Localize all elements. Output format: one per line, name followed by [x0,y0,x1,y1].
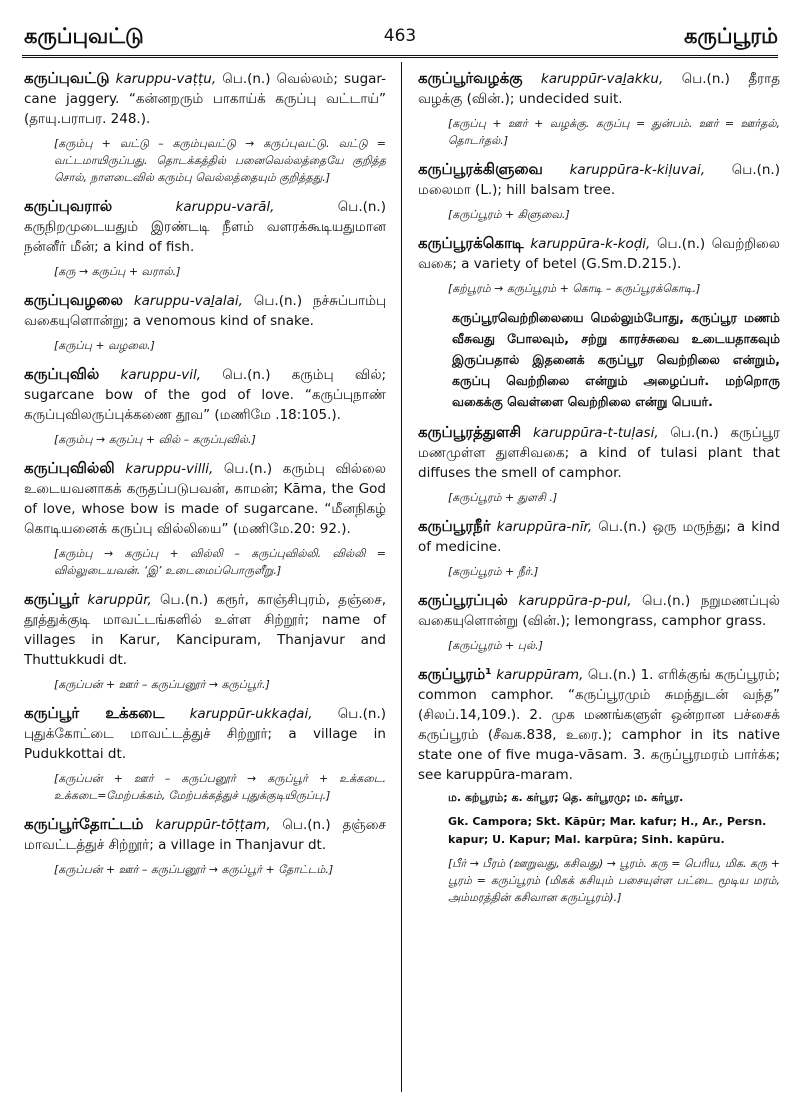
dictionary-entry [24,814,386,878]
headword: கருப்புவில்லி [24,459,115,477]
headword: கருப்பூரப்புல் [418,591,508,609]
entry-text [418,68,780,109]
transliteration: karuppu-varāl, [175,199,275,215]
dictionary-entry [418,664,780,906]
entry-text [24,589,386,670]
transliteration: karuppūr-tōṭṭam, [155,817,271,833]
headword: கருப்புவரால் [24,197,113,215]
headword: கருப்பூரநீர் [418,517,491,535]
transliteration: karuppūr, [87,592,152,608]
entry-text [418,590,780,631]
column-divider [401,62,402,1092]
entry-text [24,68,386,129]
transliteration: karuppūra-t-tuḷasi, [532,425,659,441]
transliteration: karuppūra-nīr, [496,519,593,535]
dictionary-entry [24,589,386,693]
entry-text [24,364,386,425]
headword: கருப்பூரக்கிளுவை [418,160,543,178]
etymology: [கருப்பன் + ஊர் – கருப்பனூர் → கருப்பூர் + தோட்டம்.] [54,863,334,876]
dictionary-entry [24,458,386,579]
etymology: [கருப்பூரம் + கிளுவை.] [448,208,570,221]
dictionary-entry [24,703,386,804]
dictionary-entry [24,364,386,448]
dictionary-entry [418,159,780,223]
header-right-guideword: கருப்பூரம் [683,24,778,48]
definition: பெ.(n.) கரும்பு வில்லை உடையவனாகக் கருதப்படுபவன், காமன்; Kāma, the God of love, whose bow is made of sugarcane. “மீனநிகழ் கொடியனைக் கருப்பு வில்லியை” (மணிமே.20: 92.). [24,461,386,537]
cognates-dravidian: ம. கற்பூரம்; க. கர்பூர; தெ. கர்பூரமு; ம. கர்பூர. [448,791,684,804]
cognates-other: Gk. Campora; Skt. Kāpūr; Mar. kafur; H., Ar., Persn. kapur; U. Kapur; Mal. karpūra; Sinh. kapūru. [448,815,767,846]
transliteration: karuppu-vaṭṭu, [115,71,217,87]
definition: பெ.(n.) கரும்பு வில்; sugarcane bow of the god of love. “கருப்புநாண் கருப்புவிலருப்புக்கணை தூவ” (மணிமே .18:105.). [24,367,387,423]
etymology: [கரும்பு → கருப்பு + வில் – கருப்புவில்.] [54,433,256,446]
transliteration: karuppūra-k-koḍi, [530,236,651,252]
etymology: [கருப்பன் + ஊர் – கருப்பனூர் → கருப்பூர் + உக்கடை. உக்கடை=மேற்பக்கம், மேற்பக்கத்துச் புதுக்குடியிருப்பு.] [54,772,386,802]
etymology: [கற்பூரம் → கருப்பூரம் + கொடி – கருப்பூரக்கொடி.] [448,282,701,295]
page-header [0,0,800,62]
entry-text [24,458,386,539]
headword: கருப்பூர் [24,590,80,608]
dictionary-entry [418,590,780,654]
entry-text [24,196,386,257]
etymology: [பீர் → பீரம் (ஊறுவது, கசிவது) → பூரம். கரு = பெரிய, மிக. கரு + பூரம் = கருப்பூரம் (மிகக் கசியும் பசையுள்ள பட்டை மூடிய மரம், அம்மரத்தின் கசிவான கருப்பூரம்).] [448,857,780,904]
right-column [418,68,780,916]
entry-text [418,664,780,785]
transliteration: karuppu-villi, [125,461,214,477]
dictionary-entry [24,68,386,186]
entry-text [418,233,780,274]
definition: பெ.(n.) 1. எரிக்குங் கருப்பூரம்; common camphor. “கருப்பூரமும் சுமந்துடன் வந்த” (சிலப்.14,109.). 2. முக மணங்களுள் ஒன்றான பச்சைக் கருப்பூரம் (சீவக.838, உரை.); camphor in its native state one of five muga-vāsam. 3. கருப்பூரமரம் பார்க்க; see karuppūra-maram. [418,667,781,783]
etymology: [கருப்பூரம் + துளசி .] [448,491,558,504]
headword: கருப்புவழலை [24,291,123,309]
entry-text [418,516,780,557]
transliteration: karuppu-vil, [120,367,202,383]
headword: கருப்புவட்டு [24,69,110,87]
transliteration: karuppūr-ukkaḍai, [189,706,313,722]
dictionary-entry [418,233,780,412]
headword: கருப்புவில் [24,365,100,383]
dictionary-entry [418,516,780,580]
left-column [24,68,386,888]
definition: பெ.(n.) மலைமா (L.); hill balsam tree. [418,162,780,198]
dictionary-entry [24,196,386,280]
etymology: [கருப்பன் + ஊர் – கருப்பனூர் → கருப்பூர்.] [54,678,270,691]
definition: பெ.(n.) வெல்லம்; sugar-cane jaggery. “கன்னறரும் பாகாய்க் கருப்பு வட்டாய்” (தாயு.பராபர. 248.). [24,71,386,127]
entry-text [24,814,386,855]
dictionary-entry [418,422,780,506]
etymology: [கரு → கருப்பு + வரால்.] [54,265,181,278]
definition: பெ.(n.) கருநிறமுடையதும் இரண்டடி நீளம் வளரக்கூடியதுமான நன்னீர் மீன்; a kind of fish. [24,199,386,255]
page-number: 463 [383,26,417,46]
headword: கருப்பூரம்¹ [418,665,492,683]
etymology: [கருப்பூரம் + நீர்.] [448,565,539,578]
etymology: [கருப்பு + வழலை.] [54,339,155,352]
definition: பெ.(n.) தீராத வழக்கு (வின்.); undecided suit. [418,71,780,107]
headword: கருப்பூர்வழக்கு [418,69,523,87]
definition: பெ.(n.) நச்சுப்பாம்பு வகையுளொன்று; a venomous kind of snake. [24,293,387,329]
etymology: [கரும்பு + வட்டு – கரும்புவட்டு → கருப்புவட்டு. வட்டு = வட்டமாயிருப்பது. தொடக்கத்தில் பனைவெல்லத்தையே குறித்த சொல், நாளடைவில் கரும்பு வெல்லத்தையும் குறித்தது.] [54,137,386,184]
header-rule [22,55,778,58]
transliteration: karuppu-vaḻalai, [133,293,243,309]
transliteration: karuppūram, [496,667,584,683]
headword: கருப்பூர் உக்கடை [24,704,165,722]
transliteration: karuppūra-p-pul, [518,593,632,609]
header-left-guideword: கருப்புவட்டு [24,24,144,48]
entry-text [418,159,780,200]
definition: பெ.(n.) கரூர், காஞ்சிபுரம், தஞ்சை, தூத்துக்குடி மாவட்டங்களில் உள்ள சிற்றூர்; name of villages in Karur, Kancipuram, Thanjavur and Thuttukkudi dt. [24,592,387,668]
transliteration: karuppūr-vaḻakku, [540,71,664,87]
dictionary-entry [24,290,386,354]
etymology: [கருப்பு + ஊர் + வழக்கு. கருப்பு = துன்பம். ஊர் = ஊர்தல், தொடர்தல்.] [448,117,780,147]
etymology: [கருப்பூரம் + புல்.] [448,639,543,652]
transliteration: karuppūra-k-kiḷuvai, [569,162,706,178]
definition: பெ.(n.) ஒரு மருந்து; a kind of medicine. [418,519,780,555]
entry-text [24,290,386,331]
definition: பெ.(n.) கருப்பூர மணமுள்ள துளசிவகை; a kind of tulasi plant that diffuses the smell of camphor. [418,425,781,481]
entry-text [418,422,780,483]
definition: பெ.(n.) தஞ்சை மாவட்டத்துச் சிற்றூர்; a village in Thanjavur dt. [24,817,386,853]
definition: பெ.(n.) வெற்றிலை வகை; a variety of betel (G.Sm.D.215.). [418,236,781,272]
definition: பெ.(n.) புதுக்கோட்டை மாவட்டத்துச் சிற்றூர்; a village in Pudukkottai dt. [24,706,387,762]
entry-text [24,703,386,764]
usage-note: கருப்பூரவெற்றிலையை மெல்லும்போது, கருப்பூர மணம் வீசுவது போலவும், சற்று காரச்சுவை உடையதாகவும் இருப்பதால் இதனைக் கருப்பூர வெற்றிலை என்றும், கருப்பு வெற்றிலை என்றும் அழைப்பர். மற்றொரு வகைக்கு வெள்ளை வெற்றிலை என்று பெயர். [452,310,780,409]
etymology: [கரும்பு → கருப்பு + வில்லி – கருப்புவில்லி. வில்லி = வில்லுடையவன். ‘இ’ உடைமைப்பொருளீறு.] [54,547,386,577]
headword: கருப்பூர்தோட்டம் [24,815,144,833]
dictionary-entry [418,68,780,149]
headword: கருப்பூரக்கொடி [418,234,524,252]
definition: பெ.(n.) நறுமணப்புல் வகையுளொன்று (வின்.); lemongrass, camphor grass. [418,593,780,629]
headword: கருப்பூரத்துளசி [418,423,522,441]
